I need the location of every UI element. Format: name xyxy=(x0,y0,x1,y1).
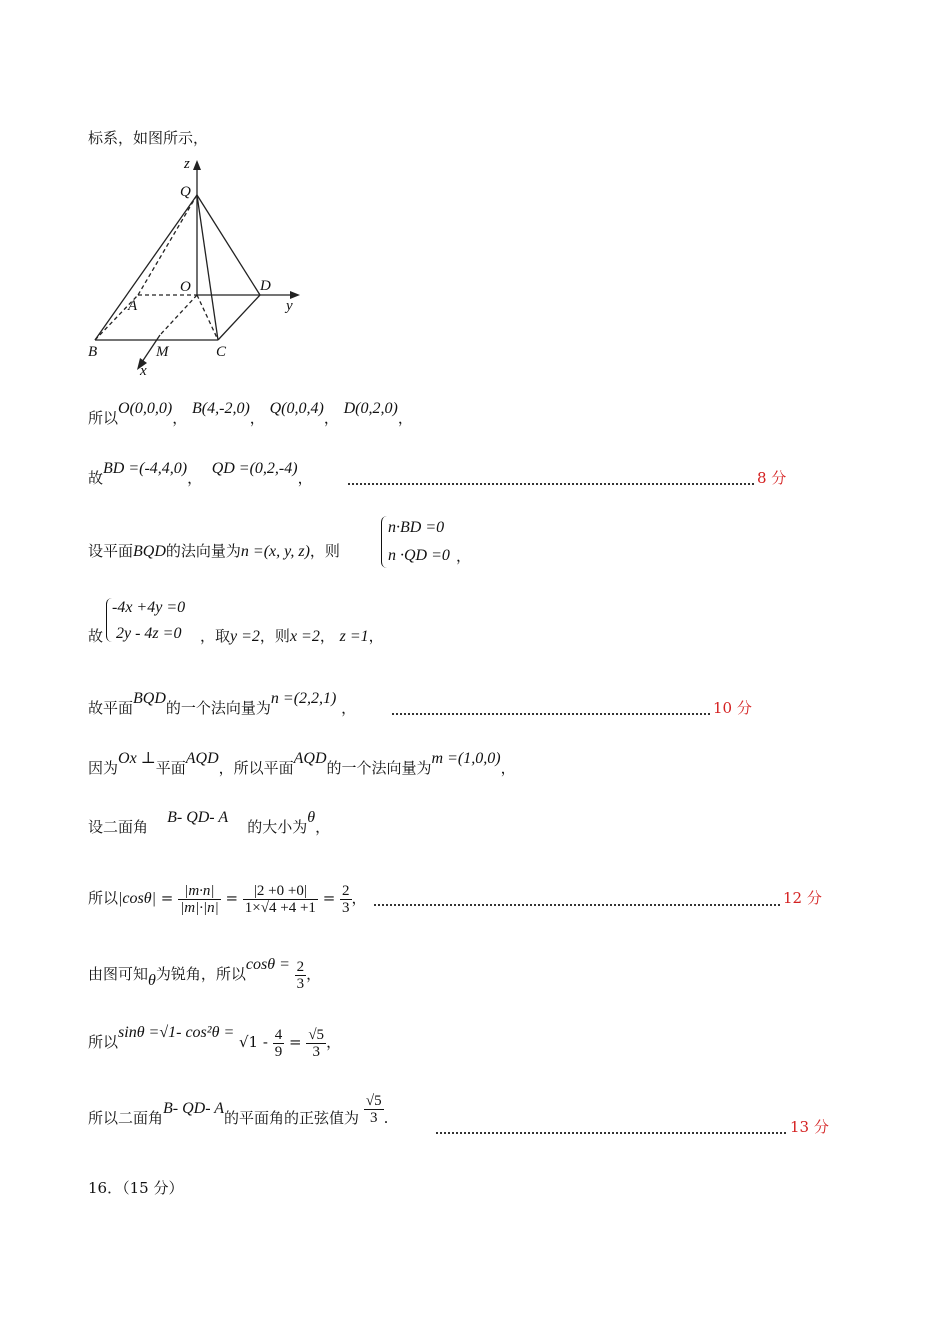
system-tail: ，取y =2，则x =2， z =1， xyxy=(200,627,384,645)
perp-line: 因为Ox ⊥平面AQD，所以平面AQD的一个法向量为m =(1,0,0)， xyxy=(88,750,516,777)
vector-qd: QD =(0,2,-4) xyxy=(211,460,298,477)
vectors-line: 故BD =(-4,4,0)， QD =(0,2,-4)， xyxy=(88,460,313,487)
label-a: A xyxy=(128,298,138,314)
dotted-leader xyxy=(348,483,754,485)
next-problem-heading: 16．（15 分） xyxy=(88,1179,184,1197)
sin-calc-line: 所以sinθ =√1- cos²θ = √1 - $\frac{4}{9}$ = $\frac{√5}{3}$ ， xyxy=(88,1024,342,1060)
label-c: C xyxy=(216,344,227,360)
label-x: x xyxy=(140,363,147,379)
point-d: D(0,2,0) xyxy=(343,400,398,417)
score-12: 12 分 xyxy=(783,889,822,907)
normal-vector-m: m =(1,0,0) xyxy=(431,750,501,767)
eq-system-1: -4x +4y =0 xyxy=(112,599,186,616)
angle-def-line: 设二面角 B- QD- A 的大小为θ， xyxy=(88,809,331,836)
dotted-leader xyxy=(392,713,710,715)
plane-bqd: BQD xyxy=(133,543,166,560)
acute-line: 由图可知θ为锐角，所以cosθ = $\frac{2}{3}$ ， xyxy=(88,956,322,992)
point-o: O(0,0,0) xyxy=(118,400,173,417)
point-b: B(4,-2,0) xyxy=(192,400,250,417)
score-10: 10 分 xyxy=(713,699,752,717)
normal-result-line: 故平面BQD的一个法向量为n =(2,2,1) ， xyxy=(88,690,357,717)
cos-calc-line: 所以|cosθ| = $\frac{|m\cdot n|}{|m|\cdot|n|}$ = $\frac{|2 +0 +0|}{1\times√4 +4 +1}$ = $\frac{2}{3}$ ， xyxy=(88,882,367,916)
label-m: M xyxy=(156,344,169,360)
dotted-leader xyxy=(436,1132,786,1134)
score-13: 13 分 xyxy=(790,1118,829,1136)
normal-setup-line: 设平面BQD的法向量为n =(x, y, z)，则 xyxy=(88,542,340,560)
normal-vector-def: n =(x, y, z) xyxy=(240,543,310,560)
brace-1 xyxy=(381,516,387,568)
vector-bd: BD =(-4,4,0) xyxy=(103,460,188,477)
conclusion-line: 所以二面角B- QD- A的平面角的正弦值为 $\frac{√5}{3}$ . xyxy=(88,1092,389,1127)
label-z: z xyxy=(184,156,190,172)
label-o: O xyxy=(180,279,191,295)
eq-n-bd: n·BD =0 xyxy=(388,519,445,536)
intro-text: 标系，如图所示， xyxy=(88,129,209,147)
dotted-leader xyxy=(374,904,780,906)
eq-system-2: 2y - 4z =0 xyxy=(116,625,182,642)
label-q: Q xyxy=(180,184,191,200)
score-8: 8 分 xyxy=(757,469,787,487)
eq-n-qd: n ·QD =0 xyxy=(388,547,450,564)
pyramid-figure xyxy=(80,150,320,380)
coords-line: 所以O(0,0,0)， B(4,-2,0)， Q(0,0,4)， D(0,2,0)， xyxy=(88,400,413,427)
label-y: y xyxy=(286,298,293,314)
label-d: D xyxy=(260,278,271,294)
point-q: Q(0,0,4) xyxy=(269,400,324,417)
normal-vector-result: n =(2,2,1) xyxy=(270,690,337,707)
label-b: B xyxy=(88,344,98,360)
